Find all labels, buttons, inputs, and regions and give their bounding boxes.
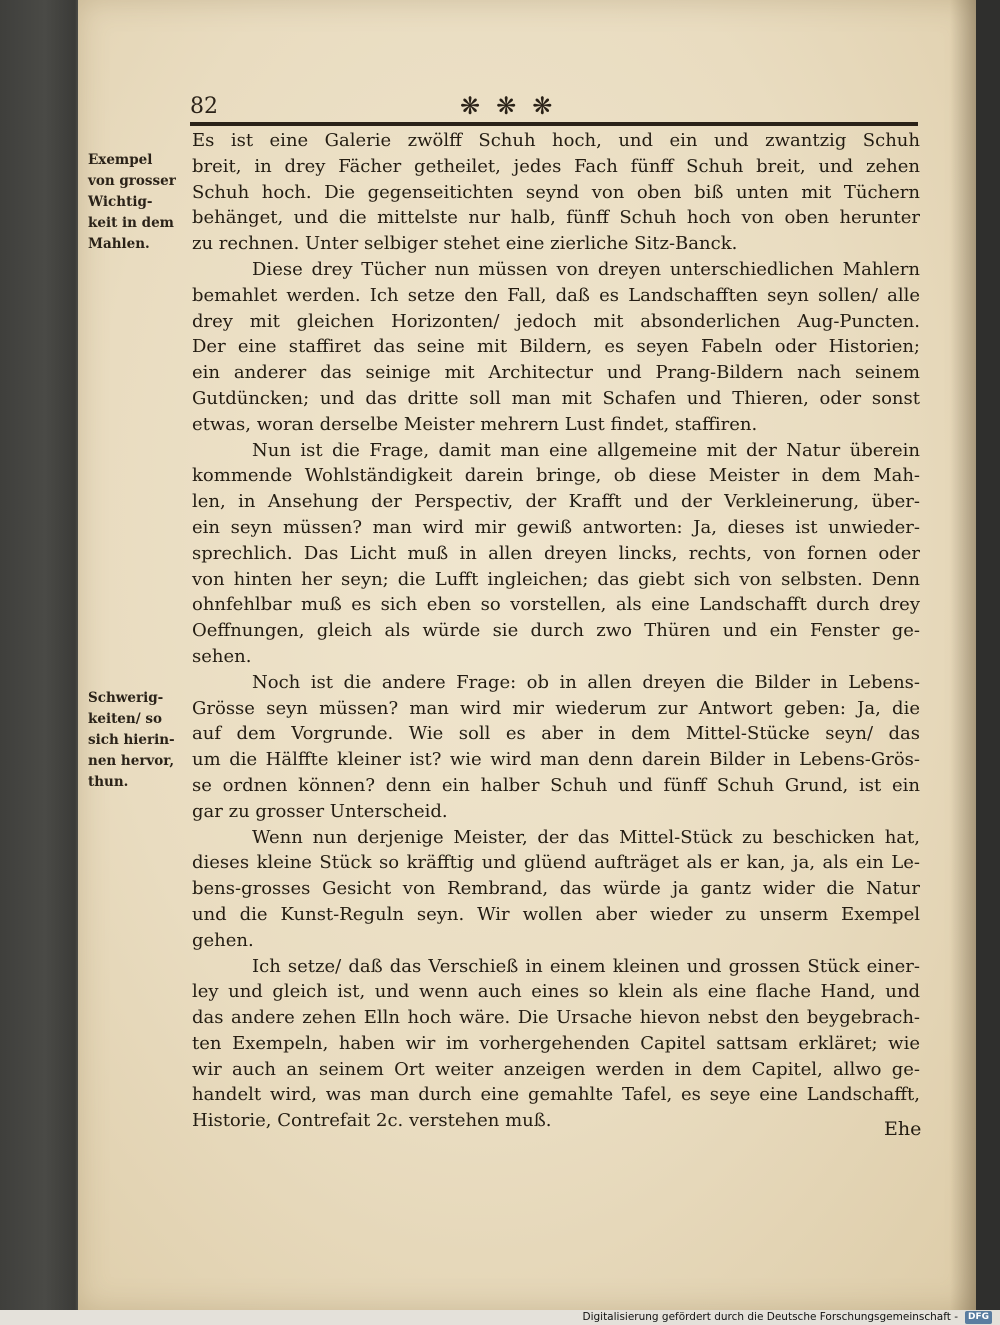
text-line: Wenn nun derjenige Meister, der das Mittel-Stück zu beschicken hat, (252, 826, 920, 848)
text-line: gehen. (192, 929, 254, 951)
text-line: wir auch an seinem Ort weiter anzeigen werden in dem Capitel, allwo ge- (192, 1058, 920, 1080)
text-line: um die Hälffte kleiner ist? wie wird man denn darein Bilder in Lebens-Grös- (192, 749, 920, 771)
text-line: Der eine staffiret das seine mit Bildern, es seyen Fabeln oder Historien; (192, 336, 920, 358)
text-line: gar zu grosser Unterscheid. (192, 800, 448, 822)
text-line: von hinten her seyn; die Lufft ingleichen; das giebt sich von selbsten. Denn (192, 568, 920, 590)
text-line: bens-grosses Gesicht von Rembrand, das würde ja gantz wider die Natur (192, 878, 920, 900)
text-line: bemahlet werden. Ich setze den Fall, daß es Landschafften seyn sollen/ alle (192, 284, 920, 306)
text-line: se ordnen können? denn ein halber Schuh und fünff Schuh Grund, ist ein (192, 774, 920, 796)
footer-bar (0, 1310, 1000, 1325)
body-text (192, 128, 920, 1134)
page-header (190, 94, 918, 124)
text-line: breit, in drey Fächer getheilet, jedes Fach fünff Schuh breit, und zehen (192, 155, 920, 177)
text-line: sehen. (192, 645, 252, 667)
text-line: und die Kunst-Reguln seyn. Wir wollen aber wieder zu unserm Exempel (192, 903, 920, 925)
text-line: zu rechnen. Unter selbiger stehet eine zierliche Sitz-Banck. (192, 233, 738, 255)
text-line: Historie, Contrefait 2c. verstehen muß. (192, 1110, 552, 1132)
marginal-note: Exempel von grosser Wichtig- keit in dem Mahlen. (88, 152, 176, 252)
text-line: behänget, und die mittelste nur halb, fünff Schuh hoch von oben herunter (192, 207, 920, 229)
text-line: sprechlich. Das Licht muß in allen dreyen lincks, rechts, von fornen oder (192, 542, 920, 564)
marginal-note: Schwerig- keiten/ so sich hierin- nen hervor, thun. (88, 690, 175, 790)
text-line: ley und gleich ist, und wenn auch eines so klein als eine flache Hand, und (192, 981, 920, 1003)
text-line: ein anderer das seinige mit Architectur und Prang-Bildern nach seinem (192, 362, 920, 384)
catchword: Ehe (884, 1118, 922, 1140)
text-line: Diese drey Tücher nun müssen von dreyen unterschiedlichen Mahlern (252, 258, 920, 280)
text-line: drey mit gleichen Horizonten/ jedoch mit absonderlichen Aug-Puncten. (192, 310, 920, 332)
funding-credit: Digitalisierung gefördert durch die Deutsche Forschungsgemeinschaft - (582, 1311, 958, 1323)
scan-right-edge (976, 0, 1000, 1310)
dfg-logo-icon: DFG (965, 1311, 992, 1324)
text-line: Ich setze/ daß das Verschieß in einem kleinen und grossen Stück einer- (252, 955, 920, 977)
text-line: Gutdüncken; und das dritte soll man mit Schafen und Thieren, oder sonst (192, 387, 920, 409)
text-line: dieses kleine Stück so kräfftig und glüend aufträget als er kan, ja, als ein Le- (192, 852, 920, 874)
text-line: Oeffnungen, gleich als würde sie durch zwo Thüren und ein Fenster ge- (192, 620, 920, 642)
text-line: ein seyn müssen? man wird mir gewiß antworten: Ja, dieses ist unwieder- (192, 516, 920, 538)
text-line: Nun ist die Frage, damit man eine allgemeine mit der Natur überein (252, 439, 920, 461)
text-line: ten Exempeln, haben wir im vorhergehenden Capitel sattsam erkläret; wie (192, 1032, 920, 1054)
text-line: etwas, woran derselbe Meister mehrern Lust findet, staffiren. (192, 413, 758, 435)
text-line: len, in Ansehung der Perspectiv, der Krafft und der Verkleinerung, über- (192, 491, 920, 513)
text-line: Grösse seyn müssen? man wird mir wiederum zur Antwort geben: Ja, die (192, 697, 920, 719)
text-line: das andere zehen Elln hoch wäre. Die Ursache hievon nebst den beygebrach- (192, 1007, 920, 1029)
page-number: 82 (190, 94, 218, 119)
text-line: Schuh hoch. Die gegenseitichten seynd von oben biß unten mit Tüchern (192, 181, 920, 203)
text-line: ohnfehlbar muß es sich eben so vorstellen, als eine Landschafft durch drey (192, 594, 920, 616)
text-line: auf dem Vorgrunde. Wie soll es aber in dem Mittel-Stücke seyn/ das (192, 723, 920, 745)
text-line: Noch ist die andere Frage: ob in allen dreyen die Bilder in Lebens- (252, 671, 920, 693)
header-rule (190, 122, 918, 126)
text-line: handelt wird, was man durch eine gemahlte Tafel, es seye eine Landschafft, (192, 1084, 920, 1106)
text-line: Es ist eine Galerie zwölff Schuh hoch, und ein und zwantzig Schuh (192, 130, 920, 151)
text-line: kommende Wohlständigkeit darein bringe, ob diese Meister in dem Mah- (192, 465, 920, 487)
header-ornament-icon: ❋❋❋ (460, 92, 569, 120)
